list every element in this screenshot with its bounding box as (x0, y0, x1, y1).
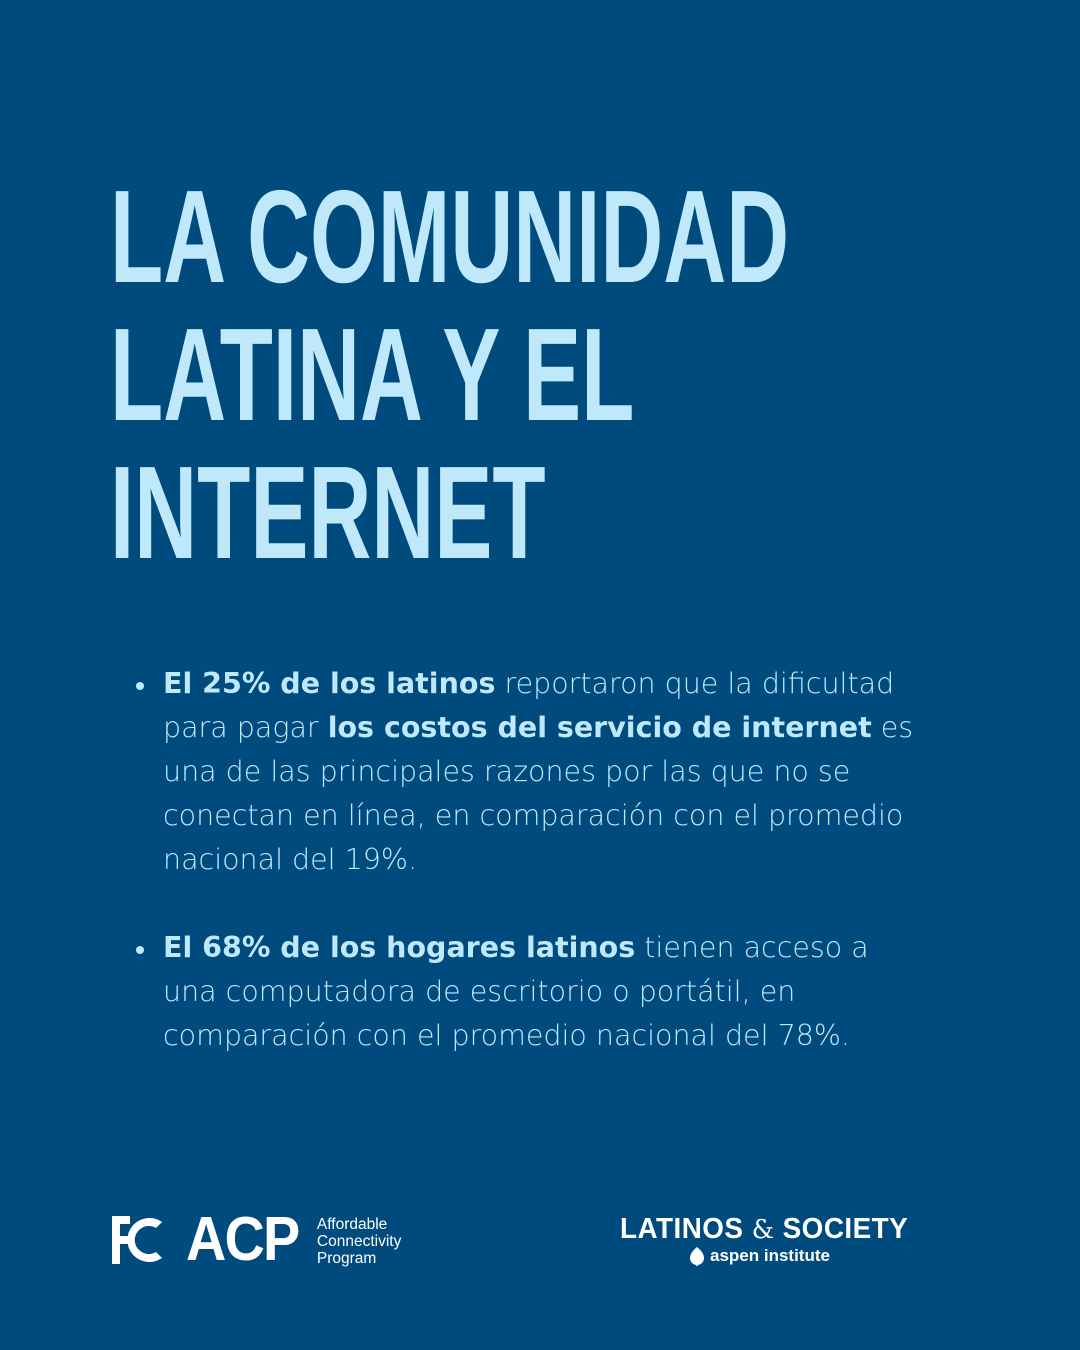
ls-part-1: LATINOS (620, 1213, 744, 1245)
bullet-1-text-1: reportaron que la dificultad para pagar (163, 667, 895, 744)
aspen-institute-label: aspen institute (710, 1246, 830, 1265)
ls-part-2: SOCIETY (782, 1213, 909, 1245)
bullet-1-text-2: es una de las principales razones por las que no se conectan en línea, en comparación con el promedio nacional del 19%. (163, 711, 914, 876)
ls-amp: & (751, 1215, 775, 1245)
acp-mark: ACP (186, 1205, 299, 1274)
latinos-society-logo (620, 1212, 930, 1267)
bullet-2-text-1: tienen acceso a una computadora de escritorio o portátil, en comparación con el promedio nacional del 78%. (163, 931, 869, 1052)
headline (110, 163, 790, 586)
acp-subtitle (317, 1216, 401, 1267)
acp-logo (110, 1205, 402, 1274)
acp-sub-line-1: Affordable (316, 1215, 388, 1233)
bullet-2-bold-1: El 68% de los hogares latinos (163, 931, 636, 964)
latinos-society-title (620, 1212, 918, 1247)
aspen-institute-line (688, 1245, 930, 1267)
acp-sub-line-2: Connectivity (316, 1232, 402, 1250)
bullet-item-2 (130, 926, 930, 1058)
aspen-leaf-icon (688, 1246, 706, 1266)
headline-line-1: LA COMUNIDAD (110, 163, 790, 310)
bullet-1-bold-2: los costos del servicio de internet (327, 711, 872, 744)
bullet-item-1 (130, 662, 930, 882)
headline-line-3: INTERNET (110, 439, 546, 586)
bullet-dot-icon (136, 682, 144, 690)
fcc-logo-icon (110, 1212, 172, 1268)
headline-line-2: LATINA Y EL (110, 301, 635, 448)
bullet-dot-icon (136, 946, 144, 954)
bullet-1-bold-1: El 25% de los latinos (163, 667, 496, 700)
acp-sub-line-3: Program (316, 1249, 377, 1267)
bullet-list (130, 662, 930, 1102)
